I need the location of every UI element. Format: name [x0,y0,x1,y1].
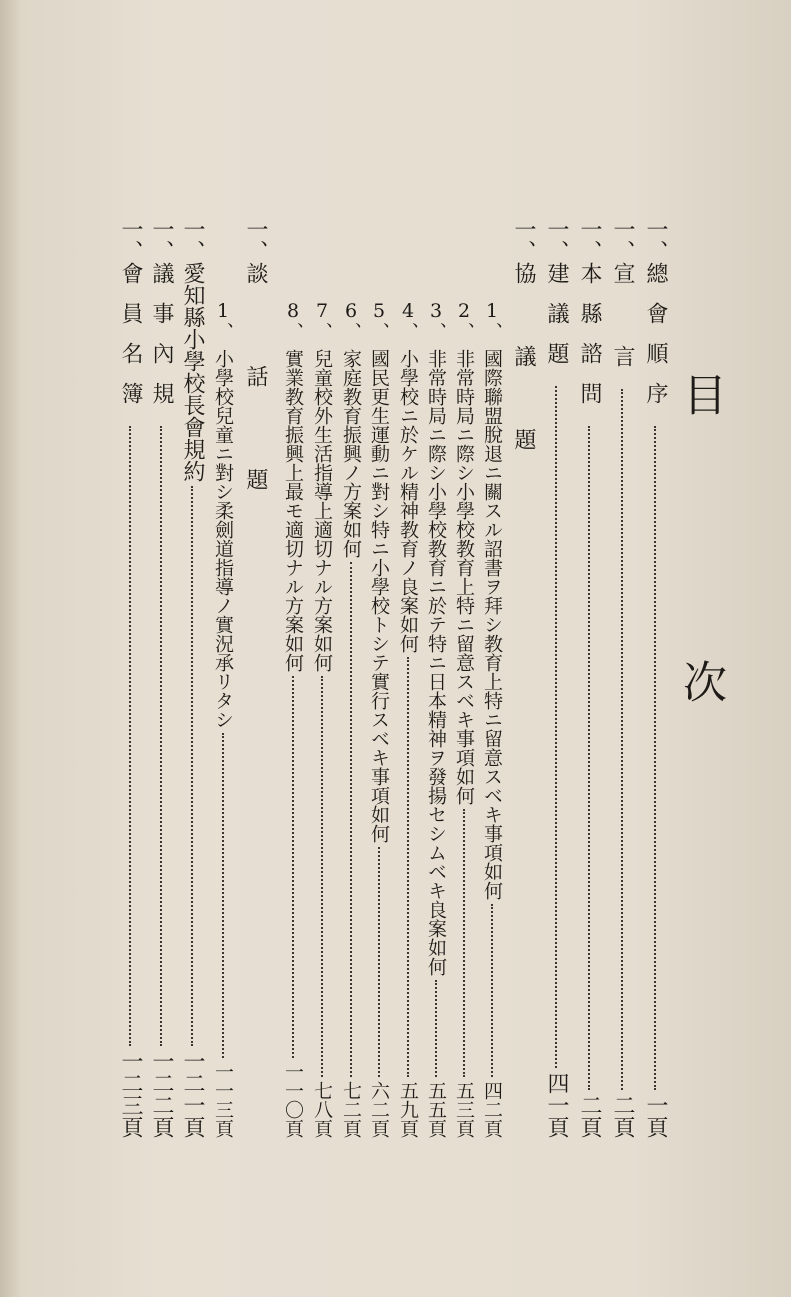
entry-mark: 4、 [397,300,419,341]
toc-subentry [364,300,394,1138]
dot-leader [321,676,323,1077]
entry-page: 二頁 [577,1094,602,1138]
entry-page: 一二二頁 [149,1050,174,1138]
entry-mark: 1、 [481,300,503,341]
entry-label: 會員名簿 [118,262,143,422]
toc-entry [146,218,176,1138]
section-heading [508,218,538,1138]
entry-mark: 5、 [368,300,390,341]
entry-page: 一二一頁 [180,1050,205,1138]
toc-entry [640,218,670,1138]
toc-entry [574,218,604,1138]
entry-label: 議事內規 [149,262,174,422]
entry-page: 一一三頁 [212,1062,234,1138]
entry-label: 小學校兒童ニ對シ柔劍道指導ノ實況承リタシ [212,349,234,729]
dot-leader [222,733,224,1058]
entry-label: 宣 言 [610,262,635,385]
entry-mark: 7、 [311,300,333,341]
entry-page: 五五頁 [425,1081,447,1138]
page-title: 目 次 [675,372,726,799]
entry-mark: 3、 [425,300,447,341]
entry-label: 建議題 [544,262,569,382]
entry-page: 一二三頁 [118,1050,143,1138]
toc-subentry [278,300,308,1138]
entry-mark: 一、 [149,218,174,262]
entry-label: 小學校ニ於ケル精神教育ノ良案如何 [397,349,419,653]
entry-label: 兒童校外生活指導上適切ナル方案如何 [311,349,333,672]
toc-subentry [336,300,366,1138]
dot-leader [378,847,380,1077]
entry-mark: 一、 [544,218,569,262]
entry-label: 總會順序 [643,262,668,422]
entry-page: 四一頁 [544,1072,569,1138]
entry-mark: 6、 [340,300,362,341]
entry-mark: 一、 [511,218,536,262]
entry-page: 七二頁 [340,1081,362,1138]
dot-leader [191,486,193,1046]
dot-leader [654,426,656,1090]
entry-mark: 一、 [610,218,635,262]
entry-label: 談 話 題 [243,262,268,518]
toc-subentry [393,300,423,1138]
entry-label: 非常時局ニ際シ小學校教育ニ於テ特ニ日本精神ヲ發揚セシムベキ良案如何 [425,349,447,976]
toc-subentry [449,300,479,1138]
toc-subentry [421,300,451,1138]
entry-mark: 一、 [118,218,143,262]
section-heading [240,218,270,1138]
dot-leader [160,426,162,1046]
entry-page: 六二頁 [368,1081,390,1138]
entry-mark: 一、 [577,218,602,262]
entry-page: 二頁 [610,1094,635,1138]
toc-subentry [208,300,238,1138]
toc-subentry [477,300,507,1138]
entry-mark: 2、 [453,300,475,341]
dot-leader [621,389,623,1090]
entry-mark: 1、 [212,300,234,341]
entry-label: 非常時局ニ際シ小學校教育上特ニ留意スベキ事項如何 [453,349,475,805]
entry-page: 一頁 [643,1094,668,1138]
entry-mark: 一、 [643,218,668,262]
dot-leader [292,676,294,1058]
dot-leader [350,562,352,1077]
entry-page: 四二頁 [481,1081,503,1138]
toc-entry [115,218,145,1138]
toc-subentry [307,300,337,1138]
entry-mark: 一、 [243,218,268,262]
entry-page: 七八頁 [311,1081,333,1138]
dot-leader [463,809,465,1077]
entry-page: 五三頁 [453,1081,475,1138]
entry-label: 本縣諮問 [577,262,602,422]
entry-mark: 一、 [180,218,205,262]
entry-label: 愛知縣小學校長會規約 [180,262,205,482]
entry-mark: 8、 [282,300,304,341]
entry-label: 實業教育振興上最モ適切ナル方案如何 [282,349,304,672]
entry-page: 五九頁 [397,1081,419,1138]
toc-entry [541,218,571,1138]
dot-leader [588,426,590,1090]
entry-label: 家庭教育振興ノ方案如何 [340,349,362,558]
dot-leader [435,980,437,1077]
toc-entry [607,218,637,1138]
entry-label: 協 議 題 [511,262,536,468]
entry-page: 一一〇頁 [282,1062,304,1138]
dot-leader [129,426,131,1046]
entry-label: 國民更生運動ニ對シ特ニ小學校トシテ實行スベキ事項如何 [368,349,390,843]
toc-entry [177,218,207,1138]
dot-leader [555,386,557,1068]
dot-leader [407,657,409,1077]
dot-leader [491,904,493,1077]
entry-label: 國際聯盟脫退ニ關スル詔書ヲ拜シ教育上特ニ留意スベキ事項如何 [481,349,503,900]
